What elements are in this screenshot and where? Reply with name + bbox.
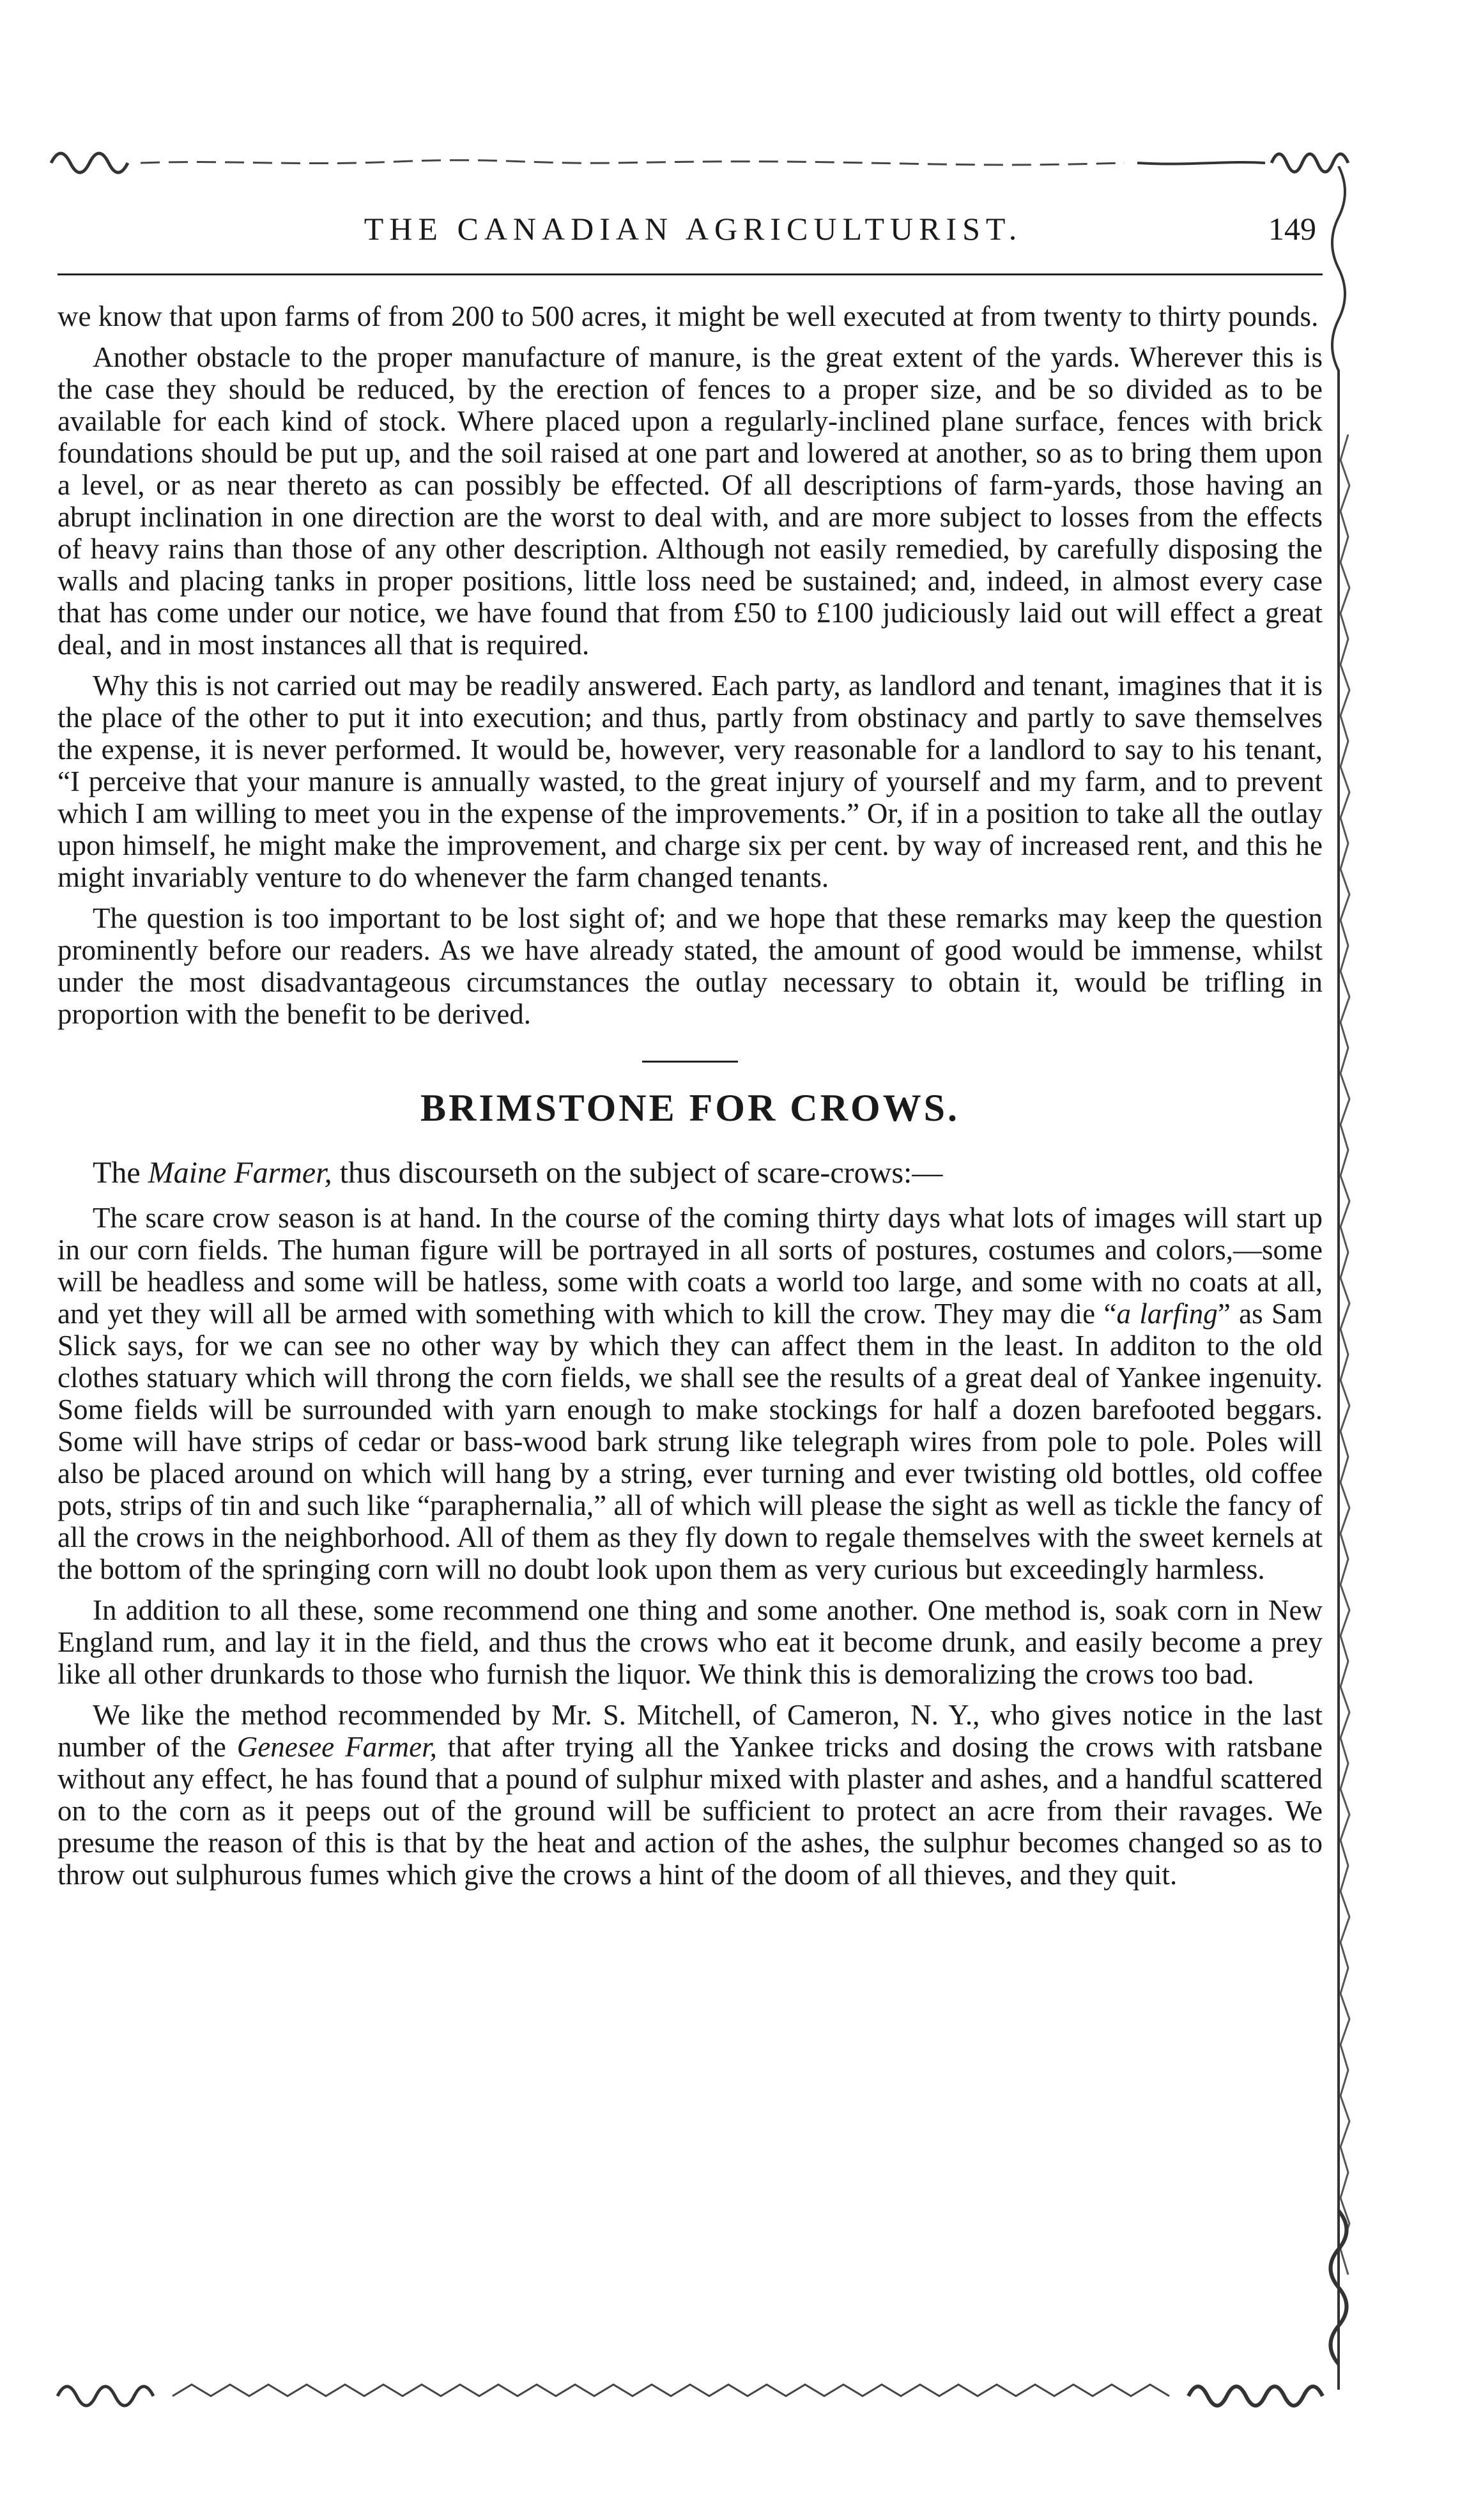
intro-text-after: thus discourseth on the subject of scare-crows:— [332,1156,943,1190]
section-divider [642,1061,738,1063]
paragraph-other-methods: In addition to all these, some recommend one thing and some another. One method is, soak corn in New England rum, and lay it in the field, and thus the crows who eat it become drunk, and easily become a prey like all other drunkards to those who furnish the liquor. We think this is demoralizing the crows too bad. [58,1594,1323,1690]
cited-publication: Genesee Farmer, [236,1731,437,1763]
paragraph-scarecrow-season [58,1202,1323,1585]
paragraph-sulphur-method [58,1699,1323,1891]
quoted-phrase: a larfing [1116,1298,1218,1330]
running-header [58,203,1329,254]
text-column [58,300,1323,1891]
paragraph-text: The scare crow season is at hand. In the course of the coming thirty days what lots of images will start up in our corn fields. The human figure will be portrayed in all sorts of postures, costumes and colors,—some will be headless and some will be hatless, some with coats a world too large, and some with no coats at all, and yet they will all be armed with something with which to kill the crow. They may die “ [58,1202,1323,1330]
running-title: THE CANADIAN AGRICULTURIST. [364,211,1023,247]
paragraph-continued: we know that upon farms of from 200 to 500 acres, it might be well executed at from twenty to thirty pounds. [58,300,1319,332]
intro-source-publication: Maine Farmer, [148,1156,332,1190]
intro-text-before: The [93,1156,148,1190]
paragraph-text: We like the method recommended by Mr. S. Mitchell, of Cameron, N. Y., who gives notice in the last number of the [58,1699,1323,1763]
paragraph-text: ” as Sam Slick says, for we can see no other way by which they can affect them in the least. In additon to the old clothes statuary which will throng the corn fields, we shall see the results of a great deal of Yankee ingenuity. Some fields will be surrounded with yarn enough to make stockings for half a dozen barefooted beggars. Some will have strips of cedar or bass-wood bark strung like telegraph wires from pole to pole. Poles will also be placed around on which will hang by a string, ever turning and ever twisting old bottles, old coffee pots, strips of tin and such like “paraphernalia,” all of which will please the sight as well as tickle the fancy of all the crows in the neighborhood. All of them as they fly down to regale themselves with the sweet kernels at the bottom of the springing corn will no doubt look upon them as very curious but exceedingly harmless. [58,1298,1323,1585]
header-rule [58,273,1323,275]
paragraph-conclusion: The question is too important to be lost sight of; and we hope that these remarks may keep the question prominently before our readers. As we have already stated, the amount of good would be immense, whilst under the most disadvantageous circumstances the outlay necessary to obtain it, would be trifling in proportion with the benefit to be derived. [58,902,1323,1030]
paragraph-farmyards: Another obstacle to the proper manufacture of manure, is the great extent of the yards. Wherever this is the case they should be reduced, by the erection of fences to a proper size, and be so divided as to be available for each kind of stock. Where placed upon a regularly-inclined plane surface, fences with brick foundations should be put up, and the soil raised at one part and lowered at another, so as to bring them upon a level, or as near thereto as can possibly be effected. Of all descriptions of farm-yards, those having an abrupt inclination in one direction are the worst to deal with, and are more subject to losses from the effects of heavy rains than those of any other description. Although not easily remedied, by carefully disposing the walls and placing tanks in proper positions, little loss need be sustained; and, indeed, in almost every case that has come under our notice, we have found that from £50 to £100 judiciously laid out will effect a great deal, and in most instances all that is required. [58,341,1323,661]
paragraph-landlord-tenant: Why this is not carried out may be readily answered. Each party, as landlord and tenant, imagines that it is the place of the other to put it into execution; and thus, partly from obstinacy and partly to save themselves the expense, it is never performed. It would be, however, very reasonable for a landlord to say to his tenant, “I perceive that your manure is annually wasted, to the great injury of yourself and my farm, and to prevent which I am willing to meet you in the expense of the improvements.” Or, if in a position to take all the outlay upon himself, he might make the improvement, and charge six per cent. by way of increased rent, and this he might invariably venture to do whenever the farm changed tenants. [58,670,1323,893]
ornamental-border-top [38,137,1367,182]
article-intro [58,1156,1323,1190]
page-number: 149 [1268,211,1316,247]
article-title: BRIMSTONE FOR CROWS. [420,1087,960,1129]
ornamental-border-bottom [38,2364,1367,2422]
paragraph-text: that after trying all the Yankee tricks and dosing the crows with ratsbane without any effect, he has found that a pound of sulphur mixed with plaster and ashes, and a handful scattered on to the corn as it peeps out of the ground will be sufficient to protect an acre from their ravages. We presume the reason of this is that by the heat and action of the ashes, the sulphur becomes changed so as to throw out sulphurous fumes which give the crows a hint of the doom of all thieves, and they quit. [58,1731,1323,1891]
